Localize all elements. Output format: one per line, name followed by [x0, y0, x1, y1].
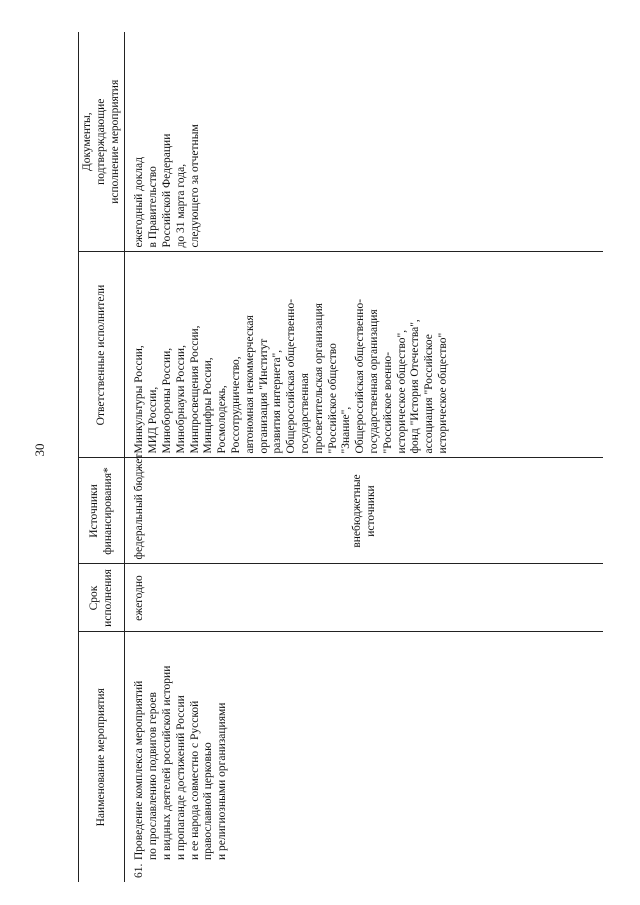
rotated-page-content [78, 32, 608, 882]
source-other-1: внебюджетные [351, 474, 364, 548]
header-documents: Документы, подтверждающие исполнение мероприятия [79, 32, 125, 252]
header-sources: Источники финансирования* [79, 458, 125, 564]
header-name: Наименование мероприятия [79, 632, 125, 882]
measures-table [78, 32, 603, 882]
table-header-row [79, 32, 125, 882]
cell-sources [125, 453, 604, 564]
header-executors: Ответственные исполнители [79, 252, 125, 458]
cell-documents: ежегодный доклад в Правительство Российской Федерации до 31 марта года, следующего за отчетным [125, 32, 604, 252]
cell-term: ежегодно [125, 564, 604, 632]
cell-executors: Минкультуры России, МИД России, Минобороны России, Минобрнауки России, Минпросвещения России, Минцифры России, Росмолодежь, Россотрудничество, автономная некоммерческая организация "Институт развития интернета", Общероссийская общественно- государственная просветительская организация "Российское общество "Знание", Общероссийская общественно- государственная организация "Российское военно- историческое общество", фонд "История Отечества", ассоциация "Российское историческое общество" [125, 252, 604, 458]
page-number: 30 [32, 443, 47, 457]
table-row [125, 32, 604, 882]
cell-name: 61.Проведение комплекса мероприятий по прославлению подвигов героев и видных деятелей российской истории и пропаганде достижений России и ее народа совместно с Русской православной церковью и религиозными организациями [133, 665, 229, 878]
row-number: 61. [133, 863, 146, 878]
source-other-2: источники [364, 485, 377, 537]
header-term: Срок исполнения [79, 564, 125, 632]
source-federal: федеральный бюджет [133, 453, 146, 560]
